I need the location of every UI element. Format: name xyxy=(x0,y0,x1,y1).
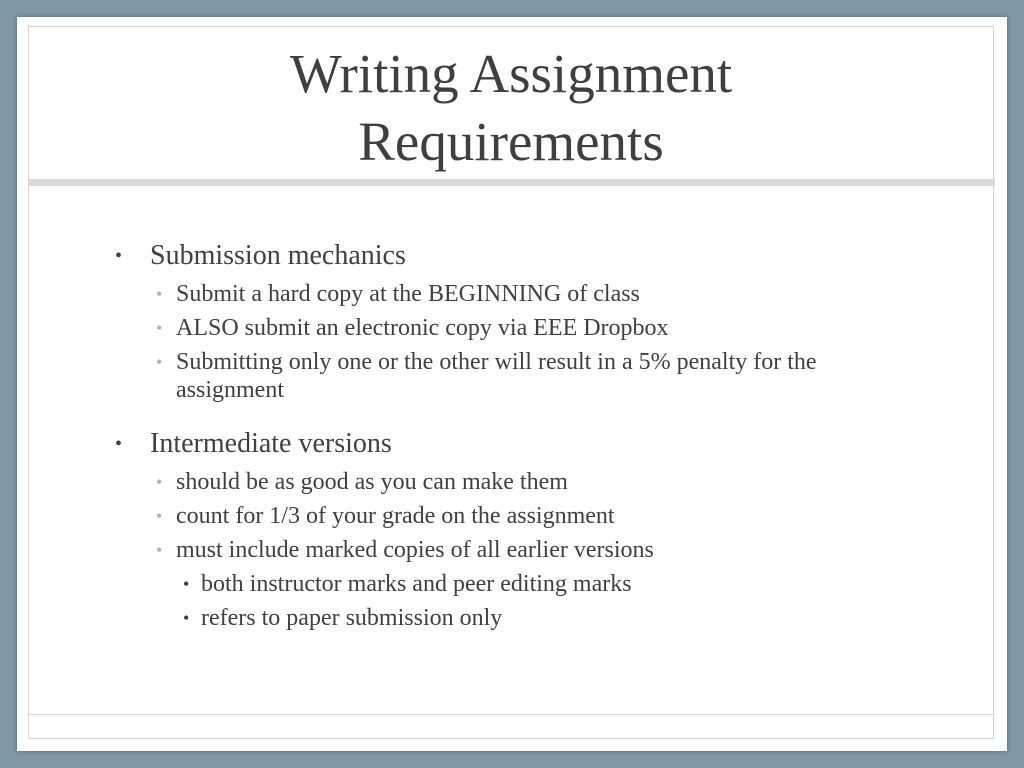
section-submission-mechanics xyxy=(109,238,929,404)
sub-bullet-text: should be as good as you can make them xyxy=(176,469,568,495)
sub-bullet-item xyxy=(109,348,929,404)
slide-title xyxy=(29,27,993,176)
sub-bullet-item xyxy=(109,314,929,342)
sub-bullet-text: count for 1/3 of your grade on the assignment xyxy=(176,503,615,529)
nested-bullet-icon: • xyxy=(183,574,190,594)
sub-bullet-item xyxy=(109,280,929,308)
sub-bullet-icon: • xyxy=(156,472,163,492)
nested-bullet-item xyxy=(109,604,929,632)
sub-bullet-item xyxy=(109,536,929,564)
title-line-1: Writing Assignment xyxy=(289,43,733,104)
slide-content xyxy=(109,238,929,654)
sub-bullet-text: Submitting only one or the other will result in a 5% penalty for the assignment xyxy=(176,349,817,403)
sub-bullet-text: must include marked copies of all earlier versions xyxy=(176,537,654,563)
bullet-icon: • xyxy=(115,433,123,455)
nested-bullet-icon: • xyxy=(183,608,190,628)
sub-bullet-icon: • xyxy=(156,318,163,338)
sub-bullet-icon: • xyxy=(156,540,163,560)
slide xyxy=(17,17,1007,751)
bullet-heading xyxy=(109,426,929,462)
title-divider xyxy=(29,179,995,186)
bullet-icon: • xyxy=(115,245,123,267)
nested-bullet-item xyxy=(109,570,929,598)
nested-bullet-text: refers to paper submission only xyxy=(201,605,503,631)
sub-bullet-item xyxy=(109,468,929,496)
sub-bullet-icon: • xyxy=(156,506,163,526)
sub-bullet-icon: • xyxy=(156,284,163,304)
section-intermediate-versions xyxy=(109,426,929,632)
bullet-heading-text: Submission mechanics xyxy=(150,240,406,271)
nested-bullet-text: both instructor marks and peer editing marks xyxy=(201,571,632,597)
title-area xyxy=(29,27,993,179)
sub-bullet-text: ALSO submit an electronic copy via EEE Dropbox xyxy=(176,315,669,341)
sub-bullet-icon: • xyxy=(156,352,163,372)
sub-bullet-text: Submit a hard copy at the BEGINNING of class xyxy=(176,281,640,307)
bullet-heading-text: Intermediate versions xyxy=(150,428,392,459)
sub-bullet-item xyxy=(109,502,929,530)
footer-divider xyxy=(29,714,995,715)
bullet-heading xyxy=(109,238,929,274)
title-line-2: Requirements xyxy=(358,111,664,172)
